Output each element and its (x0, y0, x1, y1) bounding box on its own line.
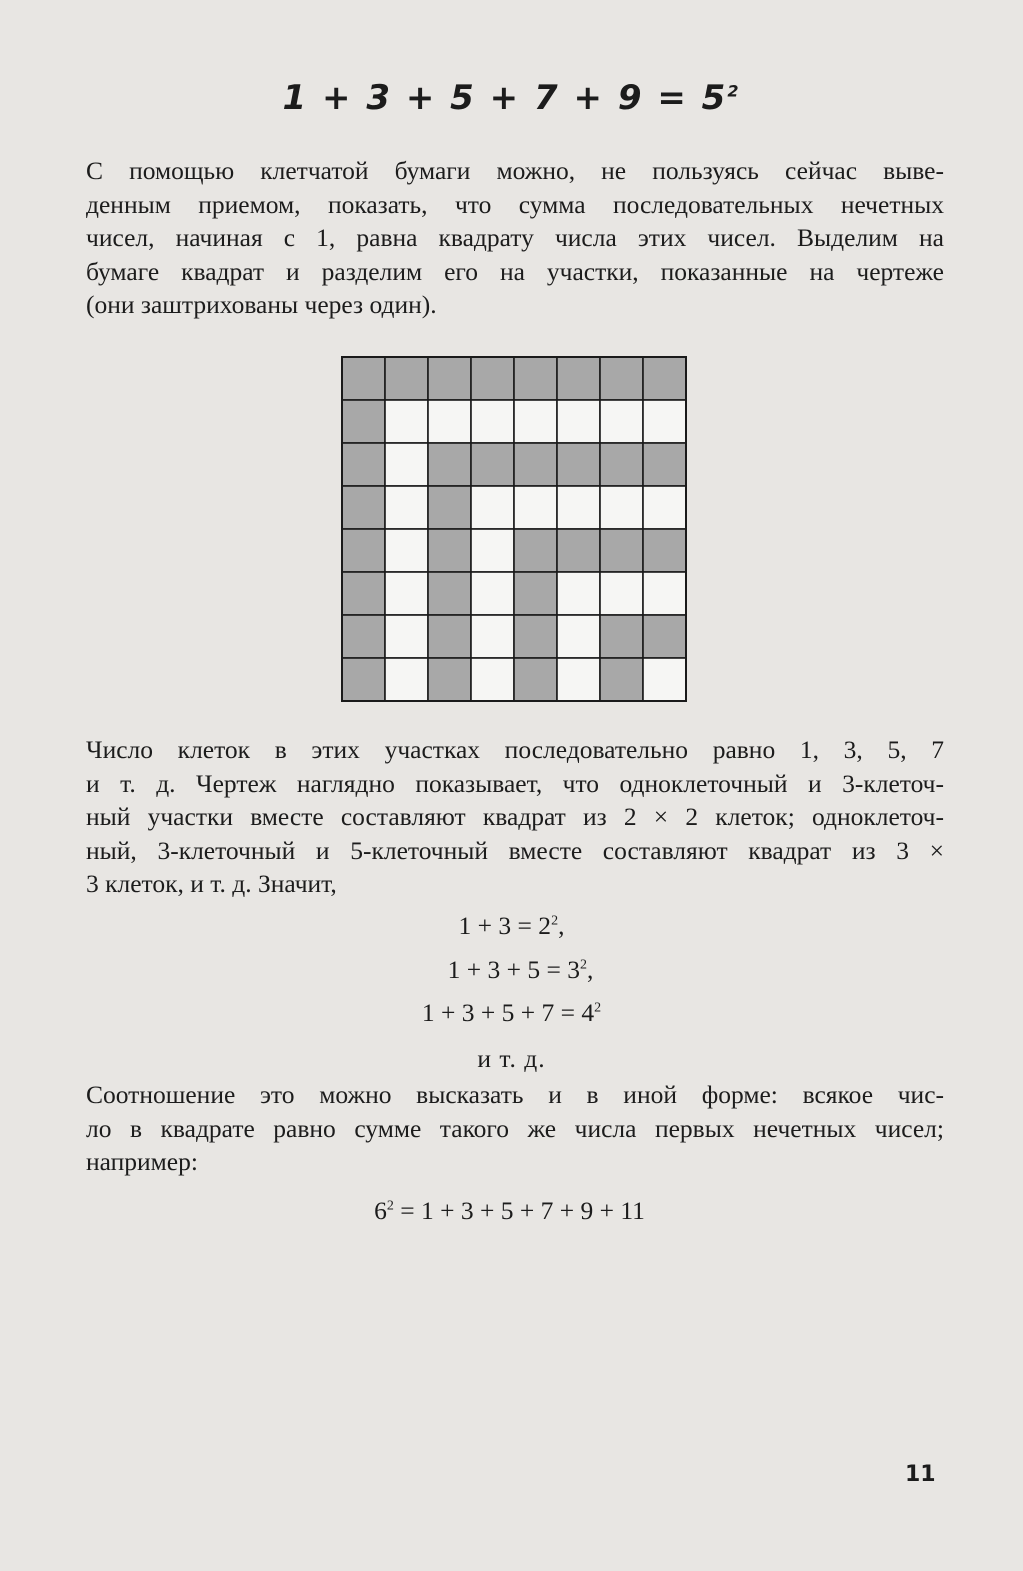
empty-cell (557, 486, 600, 529)
formula-exponent: 2 (551, 913, 559, 929)
page-number: 11 (905, 1462, 936, 1487)
shaded-cell (514, 357, 557, 400)
empty-cell (643, 400, 686, 443)
empty-cell (471, 658, 514, 701)
formula-exponent: 2 (580, 957, 588, 973)
shaded-cell (514, 572, 557, 615)
empty-cell (471, 572, 514, 615)
shaded-cell (342, 529, 385, 572)
shaded-cell (342, 400, 385, 443)
intro-line: денным приемом, показать, что сумма последовательных нечетных (86, 189, 944, 219)
shaded-cell (471, 357, 514, 400)
empty-cell (385, 486, 428, 529)
shaded-cell (600, 615, 643, 658)
empty-cell (600, 572, 643, 615)
empty-cell (600, 400, 643, 443)
intro-line: чисел, начиная с 1, равна квадрату числа этих чисел. Выделим на (86, 223, 944, 252)
empty-cell (471, 529, 514, 572)
formula-tail: , (587, 955, 594, 984)
formula-exponent: 2 (594, 1000, 602, 1016)
conclusion-line: ло в квадрате равно сумме такого же числа первых нечетных чисел; (86, 1113, 944, 1143)
empty-cell (428, 400, 471, 443)
formula-1 (0, 911, 1023, 941)
shaded-cell (342, 572, 385, 615)
shaded-cell (600, 529, 643, 572)
etc-label: и т. д. (477, 1044, 546, 1073)
empty-cell (643, 486, 686, 529)
checkered-square-figure (341, 356, 687, 702)
formula-base: 1 + 3 + 5 + 7 = 4 (421, 998, 595, 1027)
formula-tail: = 1 + 3 + 5 + 7 + 9 + 11 (393, 1196, 645, 1225)
formula-exponent: 2 (386, 1198, 394, 1214)
shaded-cell (557, 357, 600, 400)
shaded-cell (557, 529, 600, 572)
title-exponent: 2 (727, 81, 741, 101)
intro-line: (они заштрихованы через один). (86, 290, 437, 319)
conclusion-line: например: (86, 1147, 198, 1176)
empty-cell (471, 486, 514, 529)
title-base: 1 + 3 + 5 + 7 + 9 = 5 (282, 78, 728, 118)
explanation-paragraph (86, 733, 944, 901)
shaded-cell (600, 357, 643, 400)
empty-cell (557, 615, 600, 658)
shaded-cell (514, 443, 557, 486)
shaded-cell (643, 529, 686, 572)
empty-cell (385, 615, 428, 658)
conclusion-line: Соотношение это можно высказать и в иной форме: всякое чис- (86, 1080, 944, 1109)
shaded-cell (643, 443, 686, 486)
empty-cell (385, 443, 428, 486)
shaded-cell (428, 572, 471, 615)
empty-cell (385, 572, 428, 615)
empty-cell (557, 658, 600, 701)
intro-paragraph (86, 154, 944, 322)
shaded-cell (428, 486, 471, 529)
shaded-cell (514, 658, 557, 701)
explanation-line: Число клеток в этих участках последовательно равно 1, 3, 5, 7 (86, 735, 944, 764)
shaded-cell (643, 615, 686, 658)
empty-cell (557, 400, 600, 443)
shaded-cell (428, 529, 471, 572)
shaded-cell (385, 357, 428, 400)
shaded-cell (600, 658, 643, 701)
empty-cell (471, 400, 514, 443)
formula-base: 1 + 3 + 5 = 3 (447, 955, 581, 984)
explanation-line: 3 клеток, и т. д. Значит, (86, 869, 337, 898)
shaded-cell (428, 658, 471, 701)
final-formula (0, 1196, 1023, 1226)
explanation-line: и т. д. Чертеж наглядно показывает, что одноклеточный и 3-клеточ- (86, 768, 944, 798)
explanation-line: ный участки вместе составляют квадрат из 2 × 2 клеток; одноклеточ- (86, 802, 944, 831)
shaded-cell (600, 443, 643, 486)
empty-cell (643, 658, 686, 701)
page-title (0, 78, 1023, 118)
shaded-cell (428, 443, 471, 486)
empty-cell (385, 529, 428, 572)
shaded-cell (342, 443, 385, 486)
formula-base: 6 (374, 1196, 387, 1225)
shaded-cell (342, 658, 385, 701)
empty-cell (471, 615, 514, 658)
intro-line: бумаге квадрат и разделим его на участки, показанные на чертеже (86, 256, 944, 286)
shaded-cell (557, 443, 600, 486)
empty-cell (643, 572, 686, 615)
shaded-cell (471, 443, 514, 486)
shaded-cell (342, 615, 385, 658)
empty-cell (385, 400, 428, 443)
conclusion-paragraph (86, 1078, 944, 1179)
shaded-cell (514, 615, 557, 658)
explanation-line: ный, 3-клеточный и 5-клеточный вместе составляют квадрат из 3 × (86, 835, 944, 865)
intro-line: С помощью клетчатой бумаги можно, не пользуясь сейчас выве- (86, 156, 944, 185)
formula-2 (0, 955, 1023, 985)
shaded-cell (514, 529, 557, 572)
shaded-cell (428, 615, 471, 658)
empty-cell (514, 486, 557, 529)
shaded-cell (342, 357, 385, 400)
empty-cell (557, 572, 600, 615)
formula-tail: , (558, 911, 565, 940)
empty-cell (385, 658, 428, 701)
shaded-cell (643, 357, 686, 400)
formula-base: 1 + 3 = 2 (458, 911, 552, 940)
formula-3 (0, 998, 1023, 1028)
empty-cell (514, 400, 557, 443)
empty-cell (600, 486, 643, 529)
shaded-cell (342, 486, 385, 529)
shaded-cell (428, 357, 471, 400)
